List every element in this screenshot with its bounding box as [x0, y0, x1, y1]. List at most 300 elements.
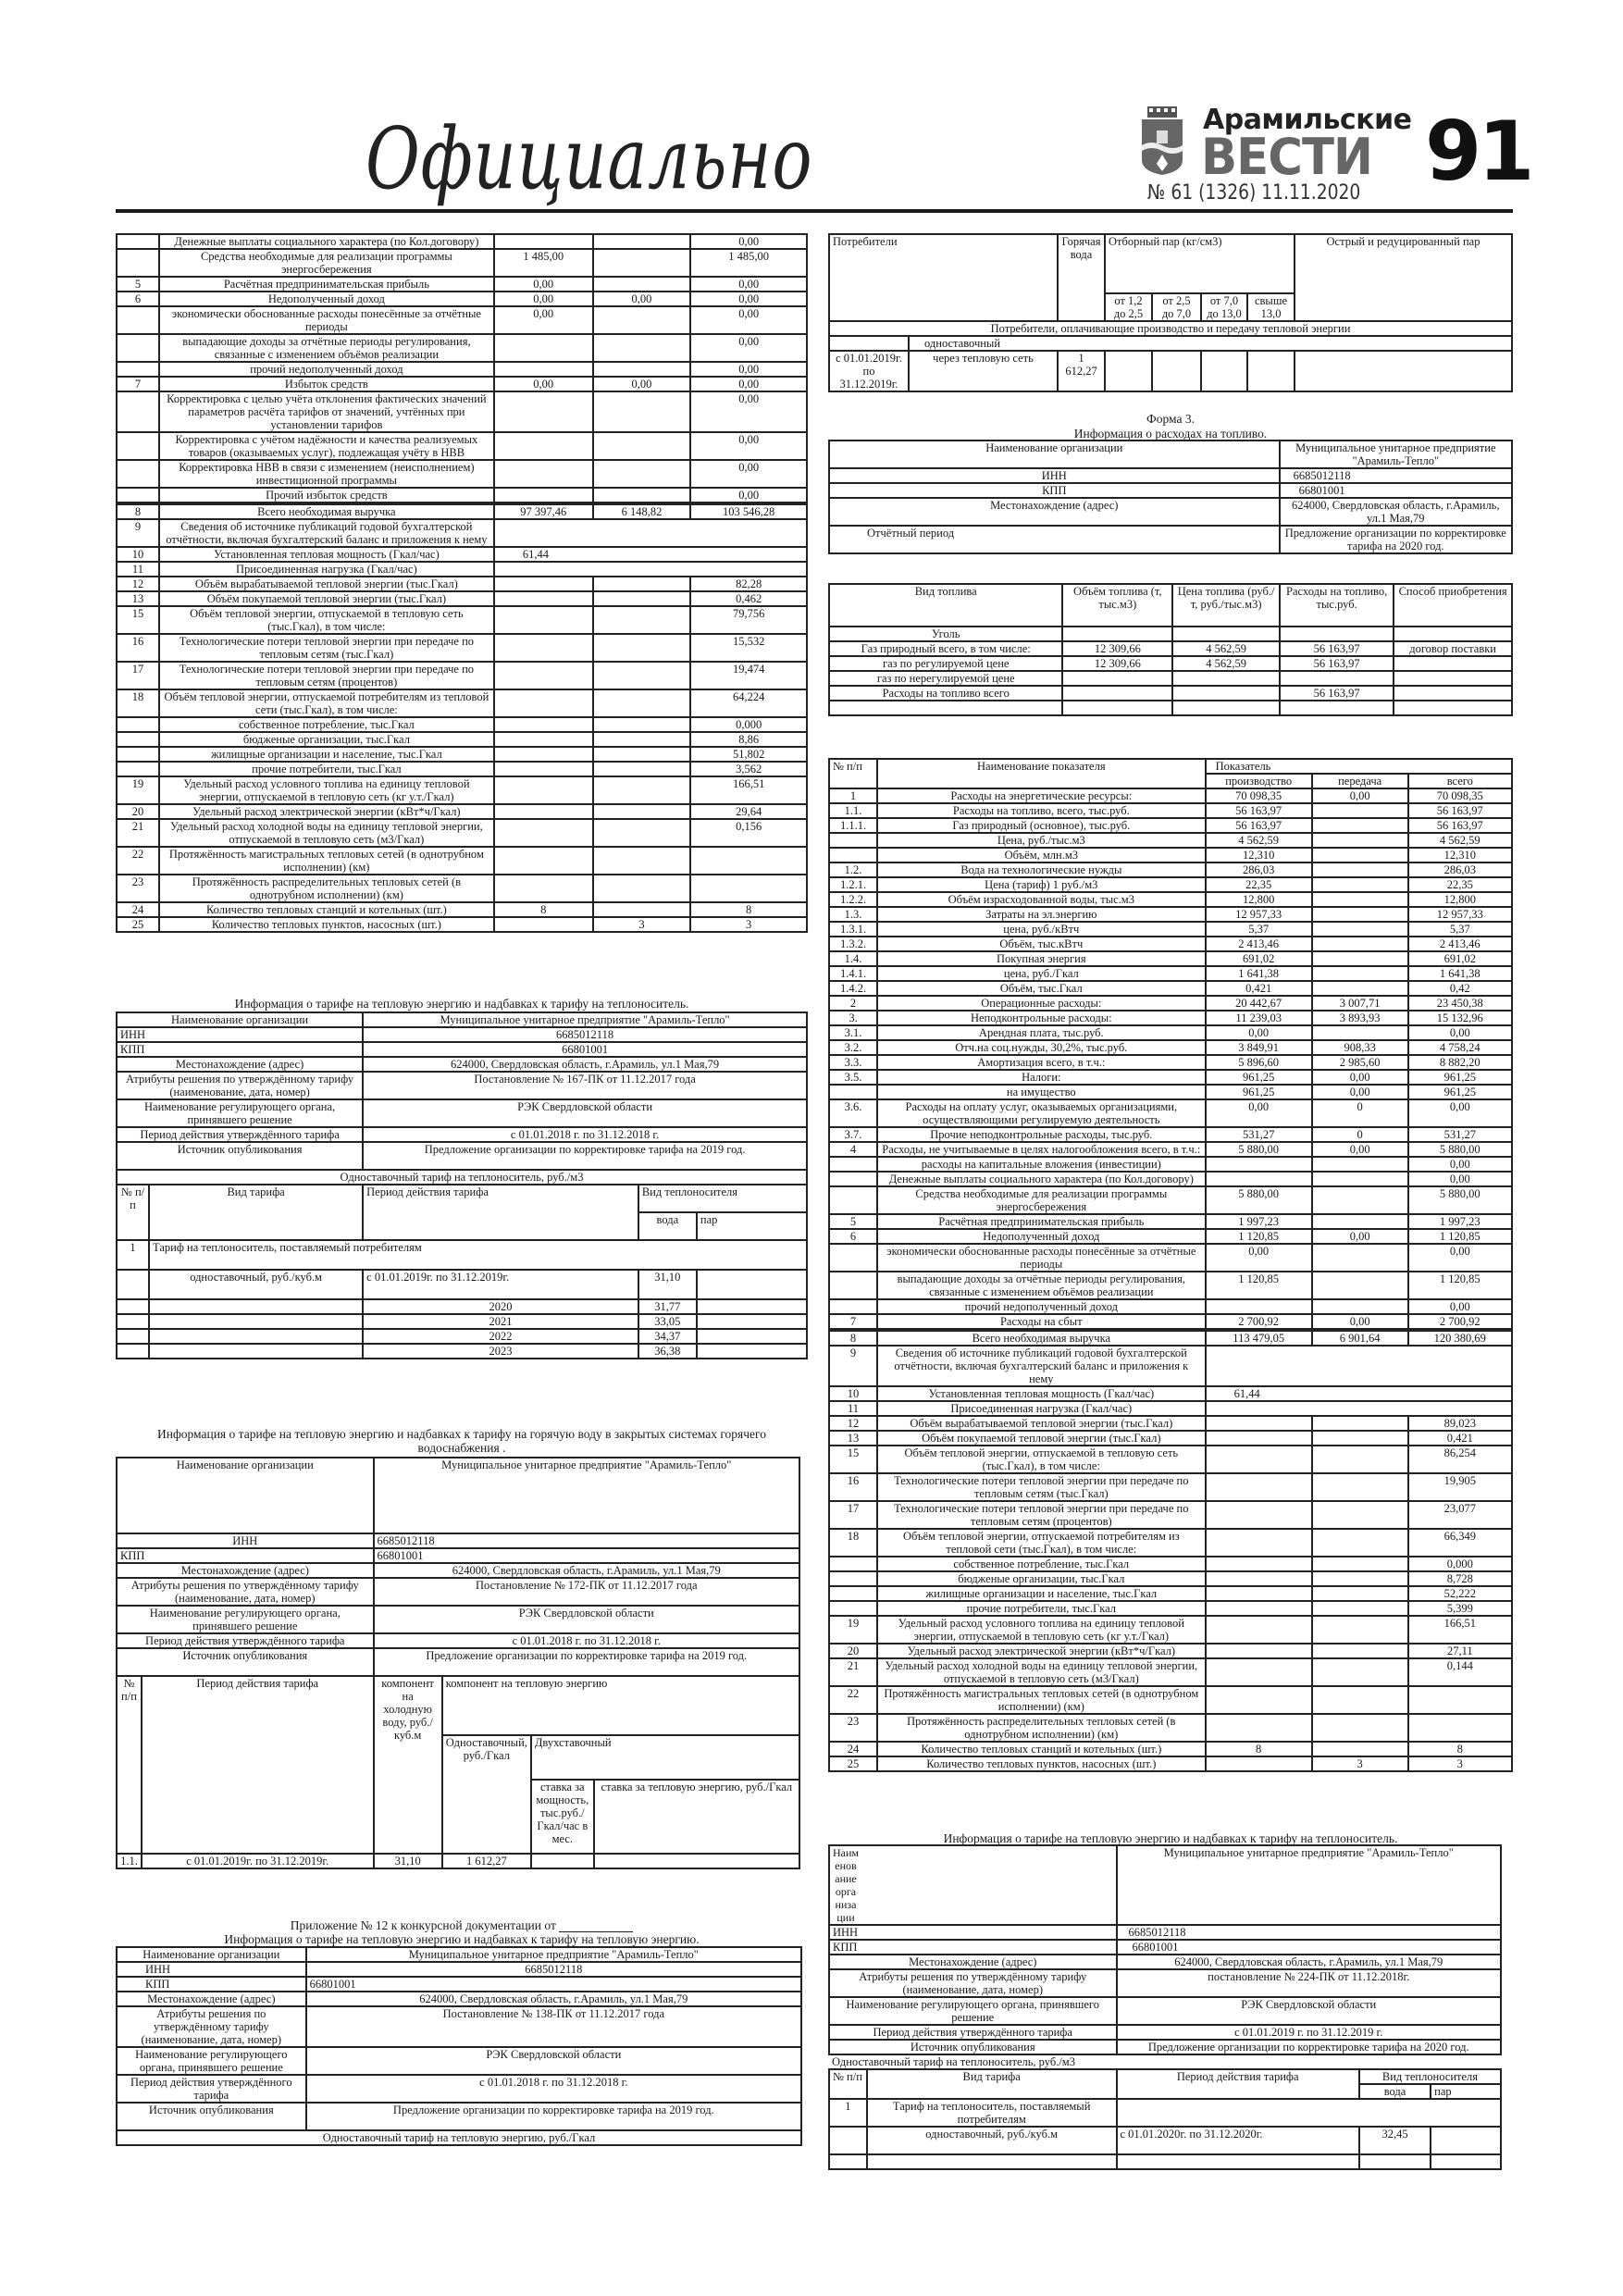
row-number: 1.1.1. [829, 818, 877, 833]
row-value-total: 4 562,59 [1408, 833, 1512, 848]
row-value-production: 5,37 [1206, 922, 1312, 937]
table-row [829, 1401, 1512, 1416]
fuel-cell [1394, 671, 1512, 686]
table-row [829, 1658, 1512, 1686]
consumers-hot-value: 1 612,27 [1058, 351, 1105, 391]
row-value [1206, 1346, 1512, 1386]
table-row [829, 1529, 1512, 1557]
row-name: Сведения об источнике публикаций годовой бухгалтерской отчётности, включая бухгалтерский баланс и приложения к нему [159, 519, 494, 547]
row-value-transfer: 0,00 [1312, 788, 1408, 803]
form3-addr-value: 624000, Свердловская область, г.Арамиль, ул.1 Мая,79 [1280, 498, 1512, 526]
row-value-production [1206, 1529, 1312, 1557]
row-value-total: 2 413,46 [1408, 937, 1512, 951]
row-number: 1 [829, 788, 877, 803]
table-row [829, 996, 1512, 1011]
fuel-cell [1062, 627, 1172, 641]
tariff1-col-steam: пар [697, 1212, 807, 1240]
row-name: Прочий избыток средств [159, 488, 494, 503]
form3-addr-label: Местонахождение (адрес) [829, 498, 1280, 526]
row-name: Расходы на оплату услуг, оказываемых организациями, осуществляющими регулируемую деятельность [877, 1099, 1206, 1127]
table-row [829, 1601, 1512, 1616]
row-value-total: 89,023 [1408, 1416, 1512, 1431]
table-row [829, 671, 1512, 686]
row-name: Средства необходимые для реализации программы энергосбережения [159, 249, 494, 277]
tariff3-attr-value: Постановление № 138-ПК от 11.12.2017 года [306, 2006, 801, 2047]
row-value-transfer [1312, 1601, 1408, 1616]
row-number [117, 334, 159, 362]
row-number [117, 362, 159, 377]
table-row [829, 1586, 1512, 1601]
row-number [117, 732, 159, 747]
tariff1-col-num: № п/п [117, 1185, 149, 1240]
ri-col-prod: производство [1206, 774, 1312, 788]
row-value-production: 0,00 [494, 306, 593, 334]
rt-org-label [829, 1845, 1117, 1925]
fuel-cell: газ по нерегулируемой цене [829, 671, 1062, 686]
table-row [829, 951, 1512, 966]
row-value-production [1206, 1557, 1312, 1571]
rt-row1-num: 1 [829, 2099, 867, 2127]
row-number: 1.4.1. [829, 966, 877, 981]
row-name: Протяжённость магистральных тепловых сетей (в однотрубном исполнении) (км) [159, 847, 494, 875]
table-row [117, 732, 807, 747]
row-value-total: 0,00 [690, 391, 807, 432]
row-name: Средства необходимые для реализации программы энергосбережения [877, 1186, 1206, 1214]
row-name: Всего необходимая выручка [159, 503, 494, 519]
fuel-col-header: Способ приобретения [1394, 584, 1512, 627]
row-name: Цена, руб./тыс.м3 [877, 833, 1206, 848]
tariff1-addr-label: Местонахождение (адрес) [117, 1057, 363, 1072]
row-name: Количество тепловых пунктов, насосных (шт.) [877, 1756, 1206, 1771]
tariff1-source-label: Источник опубликования [117, 1142, 363, 1170]
row-number [117, 391, 159, 432]
row-value-total: 691,02 [1408, 951, 1512, 966]
tariff3-reg-value: РЭК Свердловской области [306, 2047, 801, 2075]
empty-cell [697, 1299, 807, 1314]
tariff1-kpp-value: 66801001 [363, 1042, 807, 1057]
consumers-via: через тепловую сеть [909, 351, 1058, 391]
consumers-col-hot: Горячая вода [1058, 234, 1105, 321]
year-water: 34,37 [638, 1329, 697, 1344]
table-row [829, 1070, 1512, 1085]
row-value-production: 56 163,97 [1206, 818, 1312, 833]
row-number: 21 [117, 819, 159, 847]
row-value-total: 8 882,20 [1408, 1055, 1512, 1070]
consumers-sub4: свыше 13,0 [1247, 293, 1295, 321]
row-name: Объём тепловой энергии, отпускаемой в тепловую сеть (тыс.Гкал), в том числе: [877, 1446, 1206, 1473]
year-period: 2020 [363, 1299, 638, 1314]
row-value-total: 56 163,97 [1408, 803, 1512, 818]
consumers-sub2: от 2,5 до 7,0 [1152, 293, 1201, 321]
table-row [117, 662, 807, 689]
row-number: 1.4. [829, 951, 877, 966]
row-value-transfer: 3 007,71 [1312, 996, 1408, 1011]
fuel-cell [1280, 627, 1394, 641]
row-value-transfer [1312, 966, 1408, 981]
row-value-transfer [1312, 951, 1408, 966]
rt-kpp-value: 66801001 [1117, 1940, 1502, 1955]
table-row [829, 1644, 1512, 1658]
tariff2-row-num: 1.1. [117, 1854, 142, 1868]
row-value-production: 1 485,00 [494, 249, 593, 277]
tariff2-addr-label: Местонахождение (адрес) [117, 1563, 374, 1578]
row-value-transfer: 0,00 [1312, 1314, 1408, 1330]
left-indicators-table [116, 233, 808, 933]
row-value-total: 66,349 [1408, 1529, 1512, 1557]
empty-cell [697, 1329, 807, 1344]
row-value-transfer: 3 [1312, 1756, 1408, 1771]
row-value-transfer: 3 [593, 917, 691, 932]
row-value-transfer: 0,00 [593, 377, 691, 391]
row-number [117, 488, 159, 503]
consumers-section: Потребители, оплачивающие производство и передачу тепловой энергии [829, 321, 1512, 336]
rt-reg-value: РЭК Свердловской области [1117, 1997, 1502, 2025]
row-value-transfer: 0,00 [1312, 1142, 1408, 1157]
table-row [829, 937, 1512, 951]
row-value-total: 120 380,69 [1408, 1330, 1512, 1346]
tariff3-source-value: Предложение организации по корректировке тарифа на 2019 год. [306, 2103, 801, 2130]
row-value-transfer [1312, 1157, 1408, 1172]
tariff3-reg-label: Наименование регулирующего органа, принявшего решение [117, 2047, 306, 2075]
row-number [117, 747, 159, 762]
row-value-production [494, 606, 593, 634]
table-row [829, 1055, 1512, 1070]
rt-col-period: Период действия тарифа [1117, 2069, 1359, 2099]
row-value-transfer [593, 847, 691, 875]
row-value-total [1408, 1686, 1512, 1714]
tariff3-title: Информация о тарифе на тепловую энергию и надбавках к тарифу на тепловую энергию. [224, 1932, 700, 1946]
table-row [829, 1473, 1512, 1501]
row-value-total: 1 997,23 [1408, 1214, 1512, 1229]
year-period: 2023 [363, 1344, 638, 1359]
table-row [829, 1330, 1512, 1346]
rt-row2-type: одноставочный, руб./куб.м [867, 2127, 1117, 2154]
rt-attr-label: Атрибуты решения по утверждённому тарифу (наименование, дата, номер) [829, 1969, 1117, 1997]
tariff3-org-value: Муниципальное унитарное предприятие "Арамиль-Тепло" [306, 1947, 801, 1962]
row-value-transfer [1312, 818, 1408, 833]
table-row [829, 1142, 1512, 1157]
row-value-production [494, 804, 593, 819]
table-row [117, 717, 807, 732]
consumers-col-sharp: Острый и редуцированный пар [1295, 234, 1512, 321]
row-value-total: 86,254 [1408, 1446, 1512, 1473]
row-value-total: 0,000 [1408, 1557, 1512, 1571]
fuel-col-header: Объём топлива (т, тыс.м3) [1062, 584, 1172, 627]
row-name: прочие потребители, тыс.Гкал [159, 762, 494, 776]
table-row [829, 863, 1512, 877]
rt-row1-type: Тариф на теплоноситель, поставляемый потребителям [867, 2099, 1117, 2127]
tariff3-inn-label: ИНН [117, 1962, 306, 1977]
table-row [117, 902, 807, 917]
table-row [829, 1557, 1512, 1571]
row-number: 11 [117, 562, 159, 577]
table-row [829, 848, 1512, 863]
row-number: 13 [829, 1431, 877, 1446]
row-value-production: 0,00 [494, 277, 593, 292]
row-value-total: 961,25 [1408, 1085, 1512, 1099]
row-value-total: 0,00 [690, 377, 807, 391]
row-name: собственное потребление, тыс.Гкал [877, 1557, 1206, 1571]
table-row [117, 847, 807, 875]
row-value-total: 8 [690, 902, 807, 917]
fuel-cell: 56 163,97 [1280, 641, 1394, 656]
row-value-production [494, 234, 593, 249]
row-value-production: 113 479,05 [1206, 1330, 1312, 1346]
form3-period-value: Предложение организации по корректировке тарифа на 2020 год. [1280, 526, 1512, 553]
rt-col-carrier: Вид теплоносителя [1359, 2069, 1501, 2084]
row-value-total: 5,399 [1408, 1601, 1512, 1616]
fuel-table [828, 583, 1513, 716]
row-value-transfer [593, 717, 691, 732]
tariff1-attr-label: Атрибуты решения по утверждённому тарифу (наименование, дата, номер) [117, 1072, 363, 1099]
row-value-total: 23 450,38 [1408, 996, 1512, 1011]
row-value-transfer [1312, 937, 1408, 951]
row-value-production [494, 732, 593, 747]
table-row [829, 1416, 1512, 1431]
row-value-production: 11 239,03 [1206, 1011, 1312, 1025]
table-row [829, 1085, 1512, 1099]
row-value-transfer [1312, 1186, 1408, 1214]
row-value-production: 961,25 [1206, 1085, 1312, 1099]
table-row [117, 776, 807, 804]
row-value-transfer [593, 634, 691, 662]
row-number [829, 1299, 877, 1314]
row-number: 10 [829, 1386, 877, 1401]
table-row [117, 460, 807, 488]
row-number: 5 [117, 277, 159, 292]
row-number [829, 848, 877, 863]
row-name: Объём тепловой энергии, отпускаемой потребителям из тепловой сети (тыс.Гкал), в том числе: [877, 1529, 1206, 1557]
row-number [117, 762, 159, 776]
brand-name-top: Арамильские [1203, 104, 1412, 136]
form3-inn-value: 6685012118 [1280, 468, 1512, 483]
rt-org-label-text: Наименование организации [833, 1846, 860, 1924]
row-number: 1.2.2. [829, 892, 877, 907]
row-value-transfer: 2 985,60 [1312, 1055, 1408, 1070]
year-water: 33,05 [638, 1314, 697, 1329]
row-value-transfer [1312, 1299, 1408, 1314]
row-value-total: 1 120,85 [1408, 1229, 1512, 1244]
tariff1-subtitle: Одноставочный тариф на теплоноситель, руб./м3 [117, 1170, 807, 1185]
row-number: 13 [117, 591, 159, 606]
row-number [117, 234, 159, 249]
table-row [829, 788, 1512, 803]
consumers-sub1: от 1,2 до 2,5 [1105, 293, 1152, 321]
row-value-transfer [1312, 1025, 1408, 1040]
row-name: цена, руб./кВтч [877, 922, 1206, 937]
row-value [494, 519, 807, 547]
row-value-transfer [593, 306, 691, 334]
row-value-production [1206, 1571, 1312, 1586]
row-number: 22 [117, 847, 159, 875]
fuel-cell: Уголь [829, 627, 1062, 641]
row-value-production [494, 460, 593, 488]
row-value-total: 12,800 [1408, 892, 1512, 907]
row-name: расходы на капитальные вложения (инвестиции) [877, 1157, 1206, 1172]
year-water: 36,38 [638, 1344, 697, 1359]
row-number [117, 717, 159, 732]
rt-col-steam: пар [1431, 2084, 1501, 2099]
table-row [829, 1314, 1512, 1330]
tariff2-org-label: Наименование организации [117, 1458, 374, 1533]
issue-line: № 61 (1326) 11.11.2020 [1147, 181, 1361, 205]
row-value-transfer [1312, 1473, 1408, 1501]
row-value [1206, 1401, 1512, 1416]
fuel-cell: 56 163,97 [1280, 686, 1394, 701]
row-value-total: 1 485,00 [690, 249, 807, 277]
tariff2-source-label: Источник опубликования [117, 1648, 374, 1676]
fuel-col-header: Расходы на топливо, тыс.руб. [1280, 584, 1394, 627]
row-value-total: 0,00 [1408, 1157, 1512, 1172]
row-number: 3. [829, 1011, 877, 1025]
row-name: экономически обоснованные расходы понесённые за отчётные периоды [159, 306, 494, 334]
row-value-total: 27,11 [1408, 1644, 1512, 1658]
row-name: экономически обоснованные расходы понесённые за отчётные периоды [877, 1244, 1206, 1272]
rt-period-label: Период действия утверждённого тарифа [829, 2025, 1117, 2040]
appendix-date-blank [559, 1920, 633, 1932]
table-row [829, 1742, 1512, 1756]
row-value-total: 0,462 [690, 591, 807, 606]
row-value-production: 1 120,85 [1206, 1272, 1312, 1299]
row-value-production: 12,800 [1206, 892, 1312, 907]
row-value-production [494, 717, 593, 732]
row-value-total [690, 875, 807, 902]
fuel-cell: договор поставки [1394, 641, 1512, 656]
row-value-total: 79,756 [690, 606, 807, 634]
row-number: 18 [117, 689, 159, 717]
row-name: Налоги: [877, 1070, 1206, 1085]
row-name: Расчётная предпринимательская прибыль [159, 277, 494, 292]
tariff2-row-period: с 01.01.2019г. по 31.12.2019г. [142, 1854, 374, 1868]
row-name: Удельный расход условного топлива на единицу тепловой энергии, отпускаемой в тепловую сеть (кг у.т./Гкал) [877, 1616, 1206, 1644]
table-row [829, 1127, 1512, 1142]
row-name: Объём покупаемой тепловой энергии (тыс.Гкал) [159, 591, 494, 606]
row-number [117, 306, 159, 334]
row-value-total: 0,42 [1408, 981, 1512, 996]
row-value-production: 5 896,60 [1206, 1055, 1312, 1070]
row-value-transfer [1312, 1586, 1408, 1601]
row-value-total: 5 880,00 [1408, 1186, 1512, 1214]
table-row [829, 1011, 1512, 1025]
year-period: 2021 [363, 1314, 638, 1329]
row-value-total: 5 880,00 [1408, 1142, 1512, 1157]
row-value-production: 0,421 [1206, 981, 1312, 996]
row-name: Расчётная предпринимательская прибыль [877, 1214, 1206, 1229]
row-value-total: 15 132,96 [1408, 1011, 1512, 1025]
row-value-total: 0,00 [1408, 1299, 1512, 1314]
table-row [829, 1214, 1512, 1229]
row-number [829, 1571, 877, 1586]
row-number [829, 1557, 877, 1571]
tariff3-period-label: Период действия утверждённого тарифа [117, 2075, 306, 2103]
table-row [829, 1244, 1512, 1272]
row-value-transfer [1312, 1742, 1408, 1756]
rt-subtitle: Одноставочный тариф на теплоноситель, руб./м3 [829, 2054, 1501, 2069]
table-row [117, 577, 807, 591]
row-value-total: 0,00 [1408, 1099, 1512, 1127]
tariff1-row2-period: с 01.01.2019г. по 31.12.2019г. [363, 1270, 638, 1299]
table-row [829, 656, 1512, 671]
tariff3-addr-label: Местонахождение (адрес) [117, 1992, 306, 2006]
row-name: Технологические потери тепловой энергии при передаче по тепловым сетям (тыс.Гкал) [877, 1473, 1206, 1501]
row-name: Объём вырабатываемой тепловой энергии (тыс.Гкал) [877, 1416, 1206, 1431]
form3-org-table [828, 440, 1513, 554]
fuel-cell [1280, 701, 1394, 715]
row-number: 6 [117, 292, 159, 306]
tariff2-source-value: Предложение организации по корректировке тарифа на 2019 год. [374, 1648, 799, 1676]
tariff1-col-type: Вид тарифа [149, 1185, 363, 1240]
table-row [117, 562, 807, 577]
table-row [117, 391, 807, 432]
table-row [117, 819, 807, 847]
row-number [117, 432, 159, 460]
row-value-total: 0,00 [690, 334, 807, 362]
form3-kpp-label: КПП [829, 483, 1280, 498]
row-value-total: 0,00 [690, 362, 807, 377]
fuel-cell [1172, 671, 1280, 686]
row-number [829, 1601, 877, 1616]
row-value-production: 3 849,91 [1206, 1040, 1312, 1055]
consumers-col-steam: Отборный пар (кг/см3) [1105, 234, 1295, 293]
row-value-transfer: 0,00 [1312, 1085, 1408, 1099]
tariff1-source-value: Предложение организации по корректировке тарифа на 2019 год. [363, 1142, 807, 1170]
rt-inn-value: 6685012118 [1117, 1925, 1502, 1940]
table-row [117, 747, 807, 762]
row-value-production [1206, 1299, 1312, 1314]
row-value-transfer: 0,00 [1312, 1070, 1408, 1085]
tariff1-row2-type: одноставочный, руб./куб.м [149, 1270, 363, 1299]
table-row [117, 277, 807, 292]
row-name: Установленная тепловая мощность (Гкал/час) [159, 547, 494, 562]
table-row [829, 1172, 1512, 1186]
row-name: Неподконтрольные расходы: [877, 1011, 1206, 1025]
row-value-production: 0,00 [1206, 1244, 1312, 1272]
table-row [117, 606, 807, 634]
row-name: на имущество [877, 1085, 1206, 1099]
fuel-cell: Газ природный всего, в том числе: [829, 641, 1062, 656]
section-title: Официально [365, 109, 813, 208]
row-number: 1.2. [829, 863, 877, 877]
table-row [117, 689, 807, 717]
row-number: 17 [829, 1501, 877, 1529]
tariff1-col-water: вода [638, 1212, 697, 1240]
row-value-production: 5 880,00 [1206, 1142, 1312, 1157]
row-value-transfer [1312, 1431, 1408, 1446]
row-value-transfer [1312, 1446, 1408, 1473]
row-value-transfer [593, 689, 691, 717]
row-number [829, 1244, 877, 1272]
row-number: 10 [117, 547, 159, 562]
fuel-cell [1394, 701, 1512, 715]
row-value-total: 8 [1408, 1742, 1512, 1756]
consumers-sub3: от 7,0 до 13,0 [1201, 293, 1247, 321]
tariff1-org-value: Муниципальное унитарное предприятие "Арамиль-Тепло" [363, 1012, 807, 1027]
row-number: 20 [829, 1644, 877, 1658]
tariff2-col-double: Двухставочный [531, 1735, 799, 1780]
row-value-transfer [1312, 1529, 1408, 1557]
consumers-col-consumers: Потребители [829, 234, 1058, 321]
tariff2-period-value: с 01.01.2018 г. по 31.12.2018 г. [374, 1633, 799, 1648]
row-name: Технологические потери тепловой энергии при передаче по тепловым сетям (процентов) [877, 1501, 1206, 1529]
table-row [829, 907, 1512, 922]
row-number: 3.6. [829, 1099, 877, 1127]
form3-inn-label: ИНН [829, 468, 1280, 483]
row-name: Расходы на топливо, всего, тыс.руб. [877, 803, 1206, 818]
table-row [829, 701, 1512, 715]
form3-org-value: Муниципальное унитарное предприятие "Арамиль-Тепло" [1280, 441, 1512, 468]
row-number: 3.2. [829, 1040, 877, 1055]
row-value-transfer [593, 804, 691, 819]
